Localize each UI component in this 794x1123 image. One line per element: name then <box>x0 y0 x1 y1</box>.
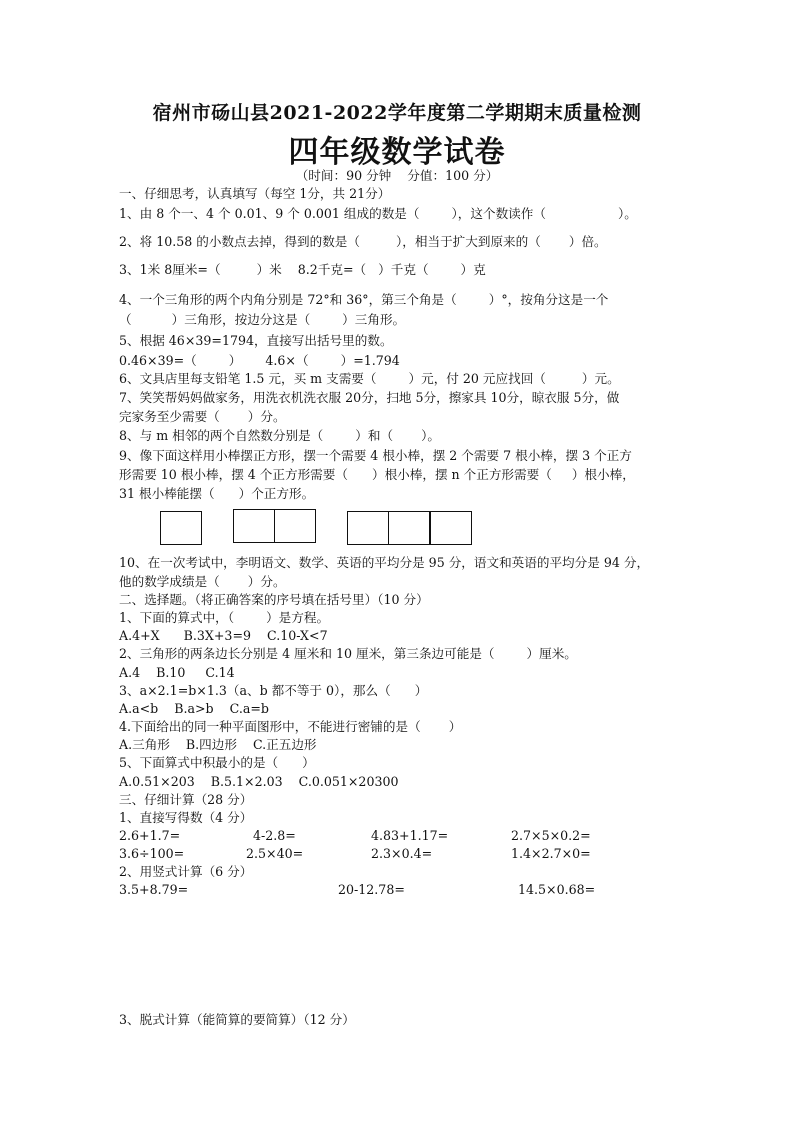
s1-q5-sub: 0.46×39=（ ） 4.6×（ ）=1.794 <box>119 353 400 368</box>
s1-q4-line2: （ ）三角形，按边分这是（ ）三角形。 <box>119 312 406 327</box>
s1-q5: 5、根据 46×39=1794，直接写出括号里的数。 <box>119 333 393 348</box>
s1-q7-line1: 7、笑笑帮妈妈做家务，用洗衣机洗衣服 20分，扫地 5分，擦家具 10分，晾衣服 5分，做 <box>119 390 620 405</box>
s1-q2: 2、将 10.58 的小数点去掉，得到的数是（ ），相当于扩大到原来的（ ）倍。 <box>119 234 607 249</box>
exam-subtitle: 四年级数学试卷 <box>288 135 506 170</box>
square-2-of-3 <box>388 511 430 545</box>
square-2-of-2 <box>274 509 316 543</box>
s2-q5-options: A.0.51×203 B.5.1×2.03 C.0.051×20300 <box>119 774 399 789</box>
calc-item: 4.83+1.17= <box>371 828 449 843</box>
s3-sub1: 1、直接写得数（4 分） <box>119 810 253 825</box>
s1-q7-line2: 完家务至少需要（ ）分。 <box>119 409 286 424</box>
s3-sub2: 2、用竖式计算（6 分） <box>119 864 253 879</box>
s2-q4-options: A.三角形 B.四边形 C.正五边形 <box>119 737 317 752</box>
s2-q5: 5、下面算式中积最小的是（ ） <box>119 755 315 770</box>
s2-q1-options: A.4+X B.3X+3=9 C.10-X<7 <box>119 628 328 643</box>
s2-q3-options: A.a<b B.a>b C.a=b <box>119 701 269 716</box>
s2-q4: 4.下面给出的同一种平面图形中，不能进行密铺的是（ ） <box>119 719 462 734</box>
square-1-of-1 <box>160 511 202 545</box>
s1-q3: 3、1米 8厘米=（ ）米 8.2千克=（ ）千克（ ）克 <box>119 262 486 277</box>
s1-q1: 1、由 8 个一、4 个 0.01、9 个 0.001 组成的数是（ ），这个数读作（ ）。 <box>119 206 637 221</box>
section2-heading: 二、选择题。（将正确答案的序号填在括号里）（10 分） <box>119 592 429 607</box>
s2-q2-options: A.4 B.10 C.14 <box>119 665 235 680</box>
section3-heading: 三、仔细计算（28 分） <box>119 792 253 807</box>
vertical-calc-item: 20-12.78= <box>338 882 405 897</box>
calc-item: 2.3×0.4= <box>371 846 433 861</box>
section1-heading: 一、仔细思考，认真填写（每空 1分，共 21分） <box>119 186 391 201</box>
exam-info: （时间：90 分钟 分值：100 分） <box>295 168 499 183</box>
calc-item: 4-2.8= <box>253 828 296 843</box>
s1-q6: 6、文具店里每支铅笔 1.5 元，买 m 支需要（ ）元，付 20 元应找回（ ）元。 <box>119 371 620 386</box>
s1-q9-line2: 形需要 10 根小棒，摆 4 个正方形需要（ ）根小棒，摆 n 个正方形需要（ ）根小棒， <box>119 467 635 482</box>
s1-q10-line2: 他的数学成绩是（ ）分。 <box>119 574 286 589</box>
s1-q9-line3: 31 根小棒能摆（ ）个正方形。 <box>119 486 315 501</box>
calc-item: 2.6+1.7= <box>119 828 181 843</box>
s2-q1: 1、下面的算式中，（ ）是方程。 <box>119 610 330 625</box>
s2-q3: 3、a×2.1=b×1.3（a、b 都不等于 0），那么（ ） <box>119 683 428 698</box>
square-1-of-3 <box>347 511 389 545</box>
s1-q8: 8、与 m 相邻的两个自然数分别是（ ）和（ ）。 <box>119 428 440 443</box>
calc-item: 2.5×40= <box>246 846 304 861</box>
s3-sub3: 3、脱式计算（能简算的要简算）（12 分） <box>119 1012 355 1027</box>
calc-item: 3.6÷100= <box>119 846 185 861</box>
s1-q4-line1: 4、一个三角形的两个内角分别是 72°和 36°，第三个角是（ ）°，按角分这是一个 <box>119 292 609 307</box>
s2-q2: 2、三角形的两条边长分别是 4 厘米和 10 厘米，第三条边可能是（ ）厘米。 <box>119 646 577 661</box>
s1-q10-line1: 10、在一次考试中，李明语文、数学、英语的平均分是 95 分，语文和英语的平均分是 94 分， <box>119 555 650 570</box>
vertical-calc-item: 3.5+8.79= <box>119 882 189 897</box>
square-3-of-3 <box>430 511 472 545</box>
square-1-of-2 <box>233 509 275 543</box>
calc-item: 2.7×5×0.2= <box>511 828 591 843</box>
exam-title: 宿州市砀山县2021-2022学年度第二学期期末质量检测 <box>152 102 642 124</box>
s1-q9-line1: 9、像下面这样用小棒摆正方形，摆一个需要 4 根小棒，摆 2 个需要 7 根小棒，摆 3 个正方 <box>119 448 632 463</box>
calc-item: 1.4×2.7×0= <box>511 846 591 861</box>
vertical-calc-item: 14.5×0.68= <box>518 882 596 897</box>
